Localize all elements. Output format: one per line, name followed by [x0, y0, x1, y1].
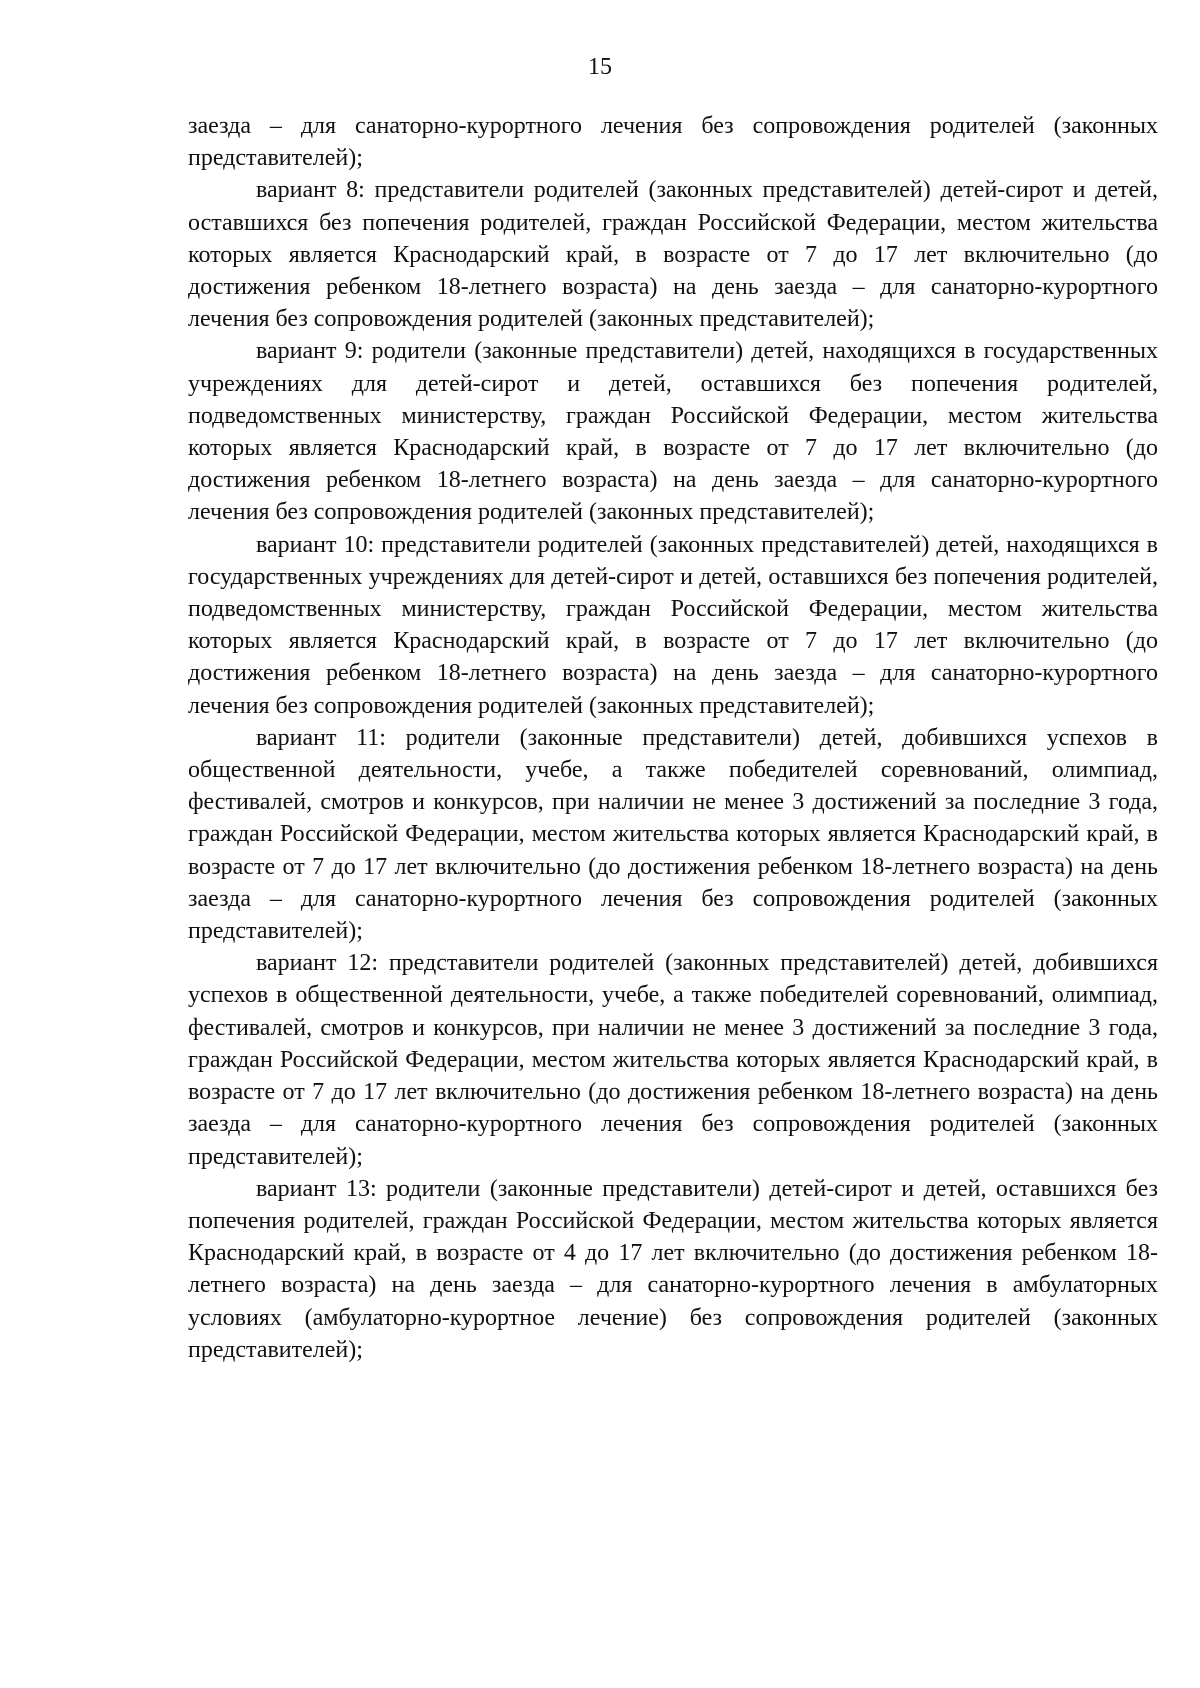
- paragraph-variant-11: вариант 11: родители (законные представители) детей, добившихся успехов в общественной деятельности, учебе, а также победителей соревнований, олимпиад, фестивалей, смотров и конкурсов, при наличии не менее 3 достижений за последние 3 года, граждан Российской Федерации, местом жительства которых является Краснодарский край, в возрасте от 7 до 17 лет включительно (до достижения ребенком 18-летнего возраста) на день заезда – для санаторно-курортного лечения без сопровождения родителей (законных представителей);: [188, 724, 1158, 945]
- document-body: [188, 110, 1158, 1366]
- paragraph-variant-9: вариант 9: родители (законные представители) детей, находящихся в государственных учреждениях для детей-сирот и детей, оставшихся без попечения родителей, подведомственных министерству, граждан Российской Федерации, местом жительства которых является Краснодарский край, в возрасте от 7 до 17 лет включительно (до достижения ребенком 18-летнего возраста) на день заезда – для санаторно-курортного лечения без сопровождения родителей (законных представителей);: [188, 338, 1158, 526]
- paragraph-variant-8: вариант 8: представители родителей (законных представителей) детей-сирот и детей, оставшихся без попечения родителей, граждан Российской Федерации, местом жительства которых является Краснодарский край, в возрасте от 7 до 17 лет включительно (до достижения ребенком 18-летнего возраста) на день заезда – для санаторно-курортного лечения без сопровождения родителей (законных представителей);: [188, 177, 1158, 333]
- paragraph-continuation: заезда – для санаторно-курортного лечения без сопровождения родителей (законных представителей);: [188, 113, 1158, 172]
- page-number: 15: [588, 54, 612, 80]
- paragraph-variant-10: вариант 10: представители родителей (законных представителей) детей, находящихся в государственных учреждениях для детей-сирот и детей, оставшихся без попечения родителей, подведомственных министерству, граждан Российской Федерации, местом жительства которых является Краснодарский край, в возрасте от 7 до 17 лет включительно (до достижения ребенком 18-летнего возраста) на день заезда – для санаторно-курортного лечения без сопровождения родителей (законных представителей);: [188, 531, 1158, 719]
- paragraph-variant-12: вариант 12: представители родителей (законных представителей) детей, добившихся успехов в общественной деятельности, учебе, а также победителей соревнований, олимпиад, фестивалей, смотров и конкурсов, при наличии не менее 3 достижений за последние 3 года, граждан Российской Федерации, местом жительства которых является Краснодарский край, в возрасте от 7 до 17 лет включительно (до достижения ребенком 18-летнего возраста) на день заезда – для санаторно-курортного лечения без сопровождения родителей (законных представителей);: [188, 950, 1158, 1170]
- paragraph-variant-13: вариант 13: родители (законные представители) детей-сирот и детей, оставшихся без попечения родителей, граждан Российской Федерации, местом жительства которых является Краснодарский край, в возрасте от 4 до 17 лет включительно (до достижения ребенком 18-летнего возраста) на день заезда – для санаторно-курортного лечения в амбулаторных условиях (амбулаторно-курортное лечение) без сопровождения родителей (законных представителей);: [188, 1175, 1158, 1363]
